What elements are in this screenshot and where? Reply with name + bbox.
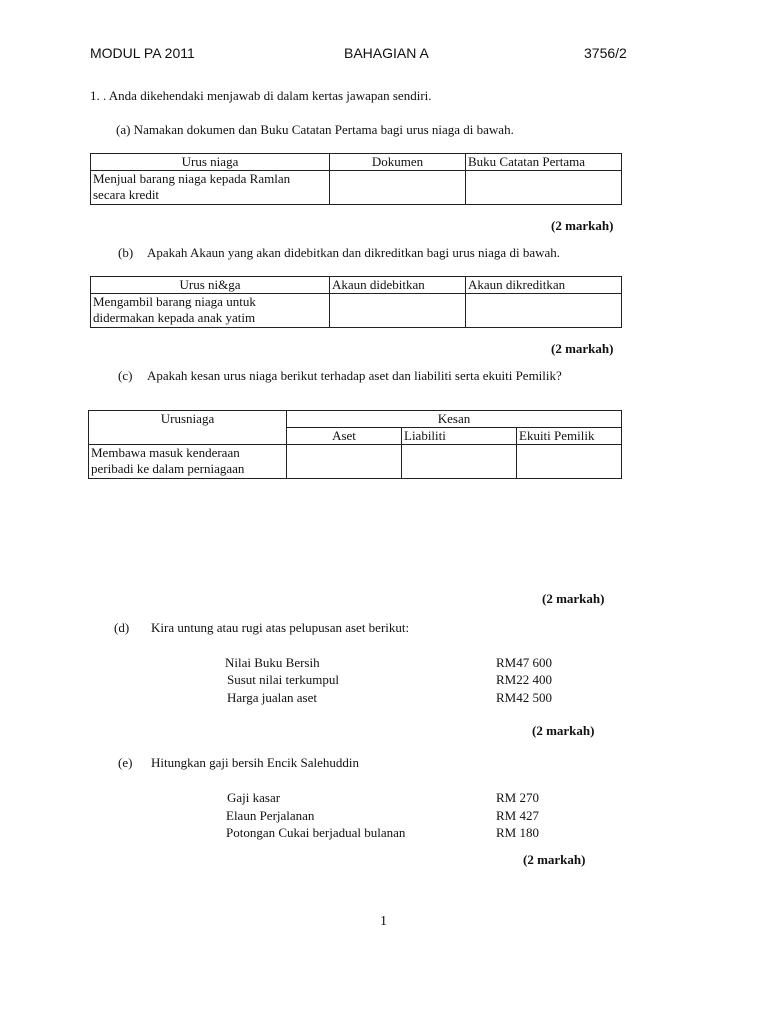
question-d-item-value: RM22 400 (496, 672, 552, 687)
table-c-subheader-ekuiti: Ekuiti Pemilik (517, 428, 622, 445)
table-b-header-urus-niaga: Urus ni&ga (91, 277, 330, 294)
header-code: 3756/2 (584, 45, 627, 61)
question-e-item-label: Gaji kasar (227, 790, 281, 805)
question-e-prompt: Hitungkan gaji bersih Encik Salehuddin (151, 755, 359, 770)
question-d-item-label: Susut nilai terkumpul (227, 672, 339, 687)
header-section: BAHAGIAN A (344, 45, 429, 61)
question-d-item-value: RM42 500 (496, 690, 552, 705)
table-c (88, 410, 622, 479)
table-a-answer-buku[interactable] (466, 171, 622, 205)
table-b-answer-debit[interactable] (330, 294, 466, 328)
table-b-answer-credit[interactable] (466, 294, 622, 328)
table-c-subheader-liabiliti: Liabiliti (402, 428, 517, 445)
question-a-prompt: (a) Namakan dokumen dan Buku Catatan Pertama bagi urus niaga di bawah. (116, 122, 514, 137)
table-a-header-buku: Buku Catatan Pertama (466, 154, 622, 171)
table-c-header-urusniaga: Urusniaga (89, 411, 287, 445)
table-b-row-urus-niaga (91, 294, 330, 328)
question-b-label: (b) (118, 245, 134, 260)
table-c-answer-liabiliti[interactable] (402, 445, 517, 479)
table-b-row-line2: didermakan kepada anak yatim (93, 310, 256, 325)
question-d-item-label: Harga jualan aset (227, 690, 317, 705)
table-c-row-line1: Membawa masuk kenderaan (91, 445, 240, 460)
table-a (90, 153, 622, 205)
table-c-header-kesan: Kesan (287, 411, 622, 428)
table-a-row-line1: Menjual barang niaga kepada Ramlan (93, 171, 291, 186)
question-c-marks: (2 markah) (542, 591, 605, 606)
table-a-row-line2: secara kredit (93, 187, 160, 202)
question-intro: 1. . Anda dikehendaki menjawab di dalam kertas jawapan sendiri. (90, 88, 432, 103)
question-d-label: (d) (114, 620, 130, 635)
table-a-answer-dokumen[interactable] (330, 171, 466, 205)
table-a-header-urus-niaga: Urus niaga (91, 154, 330, 171)
question-d-marks: (2 markah) (532, 723, 595, 738)
table-a-row-urus-niaga (91, 171, 330, 205)
header-module: MODUL PA 2011 (90, 45, 195, 61)
page-number: 1 (380, 914, 387, 929)
question-e-item-value: RM 180 (496, 825, 539, 840)
question-e-item-label: Elaun Perjalanan (226, 808, 315, 823)
table-c-row-line2: peribadi ke dalam perniagaan (91, 461, 245, 476)
table-b (90, 276, 622, 328)
question-c-label: (c) (118, 368, 133, 383)
table-b-row-line1: Mengambil barang niaga untuk (93, 294, 256, 309)
question-e-item-value: RM 427 (496, 808, 539, 823)
question-b-marks: (2 markah) (551, 341, 614, 356)
question-d-item-value: RM47 600 (496, 655, 552, 670)
table-b-header-credit: Akaun dikreditkan (466, 277, 622, 294)
question-b-prompt: Apakah Akaun yang akan didebitkan dan dikreditkan bagi urus niaga di bawah. (147, 245, 560, 260)
question-d-prompt: Kira untung atau rugi atas pelupusan aset berikut: (151, 620, 410, 635)
table-c-subheader-aset: Aset (287, 428, 402, 445)
table-c-answer-aset[interactable] (287, 445, 402, 479)
table-c-answer-ekuiti[interactable] (517, 445, 622, 479)
question-e-item-value: RM 270 (496, 790, 539, 805)
table-b-header-debit: Akaun didebitkan (330, 277, 466, 294)
question-e-marks: (2 markah) (523, 852, 586, 867)
question-c-prompt: Apakah kesan urus niaga berikut terhadap aset dan liabiliti serta ekuiti Pemilik? (147, 368, 562, 383)
question-a-marks: (2 markah) (551, 218, 614, 233)
question-e-item-label: Potongan Cukai berjadual bulanan (226, 825, 406, 840)
question-e-label: (e) (118, 755, 133, 770)
question-d-item-label: Nilai Buku Bersih (225, 655, 320, 670)
table-a-header-dokumen: Dokumen (330, 154, 466, 171)
table-c-row-urusniaga (89, 445, 287, 479)
